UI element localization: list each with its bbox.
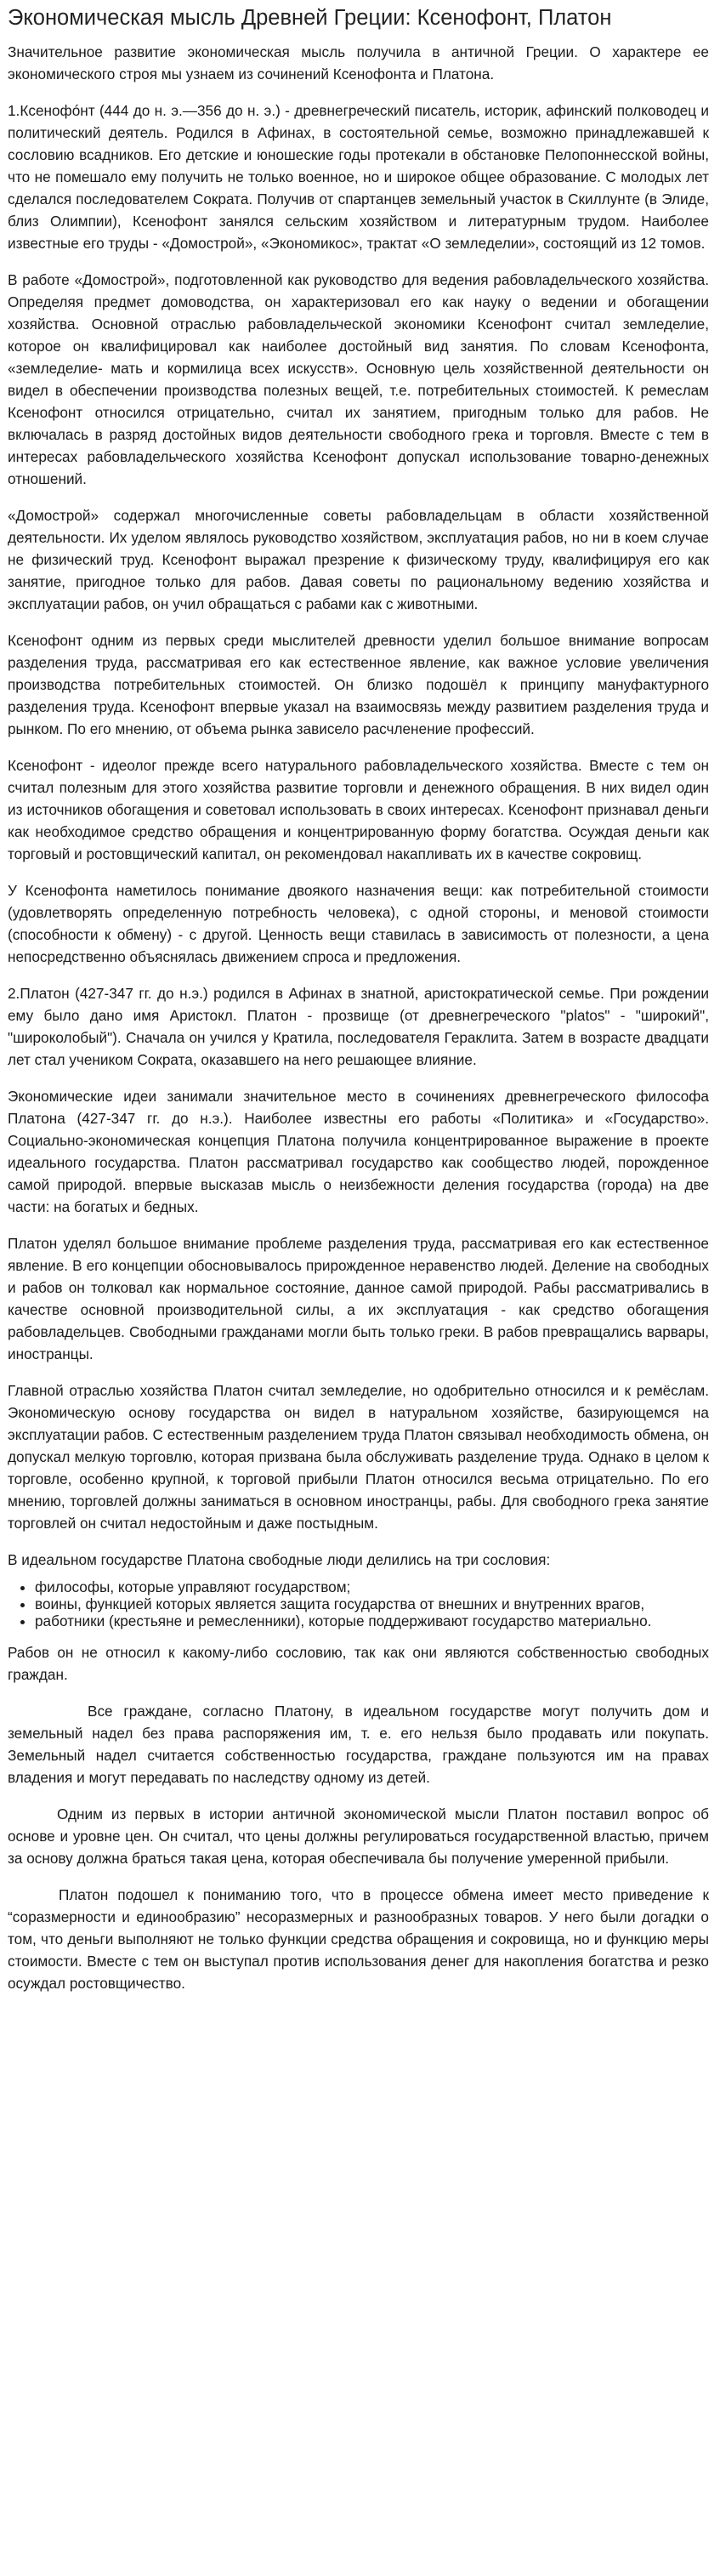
page-title: Экономическая мысль Древней Греции: Ксенофонт, Платон xyxy=(8,6,612,30)
list-item: • философы, которые управляют государством; xyxy=(35,1578,709,1595)
xenophon-bio-paragraph: 1.Ксенофóнт (444 до н. э.—356 до н. э.) - древнегреческий писатель, историк, афинский полководец и политический деятель. Родился в Афинах, в состоятельной семье, возможно принадлежавшей к сословию всадников. Его детские и юношеские годы протекали в обстановке Пелопоннесской войны, что не помешало ему получить не только военное, но и широкое общее образование. С молодых лет сделался последователем Сократа. Получив от спартанцев земельный участок в Скиллунте (в Элиде, близ Олимпии), Ксенофонт занялся сельским хозяйством и литературным трудом. Наиболее известные его труды - «Домострой», «Экономикос», трактат «О земледелии», состоящий из 12 томов. xyxy=(8,102,709,252)
domostroy-advice-paragraph: «Домострой» содержал многочисленные советы рабовладельцам в области хозяйственной деятельности. Их уделом являлось руководство хозяйством, эксплуатация рабов, но ни в коем случае не физический труд. Ксенофонт выражал презрение к физическому труду, квалифицируя его как занятие, пригодное только для рабов. Давая советы по рациональному ведению хозяйства и эксплуатации рабов, он учил обращаться с рабами как с животными. xyxy=(8,507,709,612)
plato-labor-paragraph: Платон уделял большое внимание проблеме разделения труда, рассматривая его как естественное явление. В его концепции обосновывалось прирожденное неравенство людей. Деление на свободных и рабов он толковал как нормальное состояние, данное самой природой. Рабы рассматривались в качестве основной производительной силы, а их эксплуатация - как средство обогащения рабовладельцев. Свободными гражданами могли быть только греки. В рабов превращались варвары, иностранцы. xyxy=(8,1235,709,1362)
exchange-paragraph: Платон подошел к пониманию того, что в процессе обмена имеет место приведение к “соразмерности и единообразию” несоразмерных и разнообразных товаров. У него были догадки о том, что деньги выполняют не только функции средства обращения и сокровища, но и функцию меры стоимости. Вместе с тем он выступал против использования денег для накопления богатства и резко осуждал ростовщичество. xyxy=(8,1886,709,1992)
estates-list xyxy=(8,1578,709,1629)
prices-paragraph: Одним из первых в истории античной экономической мысли Платон поставил вопрос об основе и уровне цен. Он считал, что цены должны регулироваться государственной властью, причем за основу должна браться такая цена, которая обеспечивала бы получение умеренной прибыли. xyxy=(8,1805,709,1867)
plato-agriculture-paragraph: Главной отраслью хозяйства Платон считал земледелие, но одобрительно относился и к ремёслам. Экономическую основу государства он видел в натуральном хозяйстве, базирующемся на эксплуатации рабов. С естественным разделением труда Платон связывал необходимость обмена, он допускал мелкую торговлю, которая призвана была обслуживать разделение труда. Однако в целом к торговле, особенно крупной, к торговой прибыли Платон относился весьма отрицательно. По его мнению, торговлей должны заниматься в основном иностранцы, рабы. Для свободного грека занятие торговлей он считал недостойным и даже постыдным. xyxy=(8,1382,709,1532)
money-paragraph: Ксенофонт - идеолог прежде всего натурального рабовладельческого хозяйства. Вместе с тем он считал полезным для этого хозяйства развитие торговли и денежного обращения. В них видел один из источников обогащения и советовал использовать в своих интересах. Ксенофонт признавал деньги как необходимое средство обращения и концентрированную форму богатства. Осуждая деньги как торговый и ростовщический капитал, он рекомендовал накапливать их в качестве сокровищ. xyxy=(8,757,709,862)
list-item: • воины, функцией которых является защита государства от внешних и внутренних врагов, xyxy=(35,1595,709,1612)
intro-paragraph: Значительное развитие экономическая мысль получила в античной Греции. О характере ее экономического строя мы узнаем из сочинений Ксенофонта и Платона. xyxy=(8,43,709,82)
value-paragraph: У Ксенофонта наметилось понимание двоякого назначения вещи: как потребительной стоимости (удовлетворять определенную потребность человека), с одной стороны, и меновой стоимости (способности к обмену) - с другой. Ценность вещи ставилась в зависимость от полезности, а цена непосредственно объяснялась движением спроса и предложения. xyxy=(8,882,709,965)
division-of-labor-paragraph: Ксенофонт одним из первых среди мыслителей древности уделил большое внимание вопросам разделения труда, рассматривая его как естественное явление, как важное условие увеличения производства потребительных стоимостей. Он близко подошёл к принципу мануфактурного разделения труда. Ксенофонт впервые указал на взаимосвязь между развитием разделения труда и рынком. По его мнению, от объема рынка зависело расчленение профессий. xyxy=(8,632,709,737)
slaves-paragraph: Рабов он не относил к какому-либо сословию, так как они являются собственностью свободных граждан. xyxy=(8,1644,709,1683)
list-item: • работники (крестьяне и ремесленники), которые поддерживают государство материально. xyxy=(35,1612,709,1629)
citizens-paragraph: Все граждане, согласно Платону, в идеальном государстве могут получить дом и земельный надел без права распоряжения им, т. е. его нельзя было продавать или покупать. Земельный надел считается собственностью государства, граждане пользуются им на правах владения и могут передавать по наследству одному из детей. xyxy=(8,1703,709,1786)
domostroy-paragraph: В работе «Домострой», подготовленной как руководство для ведения рабовладельческого хозяйства. Определяя предмет домоводства, он характеризовал его как науку о ведении и обогащении хозяйства. Основной отраслью рабовладельческой экономики Ксенофонт считал земледелие, которое он квалифицировал как наиболее достойный вид занятия. По словам Ксенофонта, «земледелие- мать и кормилица всех искусств». Основную цель хозяйственной деятельности он видел в обеспечении производства полезных вещей, т.е. потребительных стоимостей. К ремеслам Ксенофонт относился отрицательно, считал их занятием, пригодным только для рабов. Не включалась в разряд достойных видов деятельности свободного грека и торговля. Вместе с тем в интересах рабовладельческого хозяйства Ксенофонт допускал использование товарно-денежных отношений. xyxy=(8,271,709,487)
plato-bio-paragraph: 2.Платон (427-347 гг. до н.э.) родился в Афинах в знатной, аристократической семье. При рождении ему было дано имя Аристокл. Платон - прозвище (от древнегреческого "platos" - "широкий", "широколобый"). Сначала он учился у Кратила, последователя Гераклита. Затем в возрасте двадцати лет стал учеником Сократа, оказавшего на него решающее влияние. xyxy=(8,985,709,1068)
estates-intro-paragraph: В идеальном государстве Платона свободные люди делились на три сословия: xyxy=(8,1551,551,1568)
plato-ideas-paragraph: Экономические идеи занимали значительное место в сочинениях древнегреческого философа Платона (427-347 гг. до н.э.). Наиболее известны его работы «Политика» и «Государство». Социально-экономическая концепция Платона получила концентрированное выражение в проекте идеального государства. Платон рассматривал государство как сообщество людей, порожденное самой природой. впервые высказав мысль о неизбежности деления государства (города) на две части: на богатых и бедных. xyxy=(8,1088,709,1215)
